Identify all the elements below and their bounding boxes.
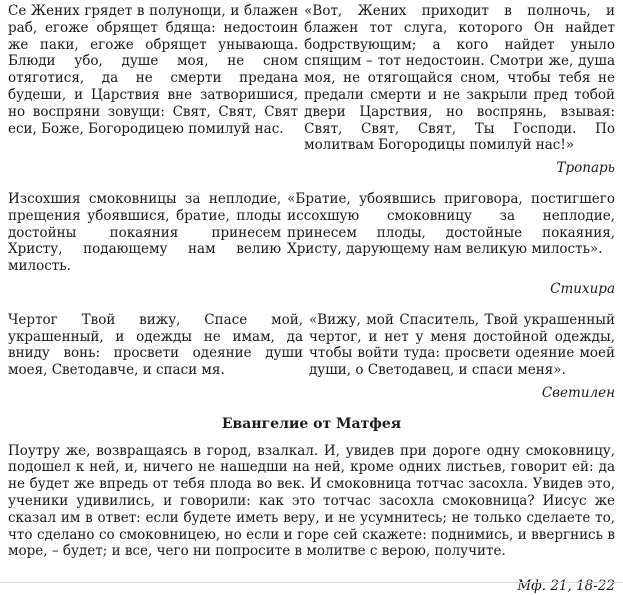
hymn-label-troparion: Тропарь [556, 160, 615, 177]
hymn-block-troparion [8, 3, 615, 154]
gospel-citation: Мф. 21, 18-22 [517, 578, 615, 595]
hymn-block-exapostilarion [8, 312, 615, 379]
hymn-slavonic-text: Изсохшия смоковницы за неплодие, прещения убоявшися, братие, плоды достойны покаяния принесем Христу, подающему нам велию милость. [8, 190, 282, 275]
hymn-label-sticheron: Стихира [550, 280, 615, 297]
hymn-label-exapostilarion: Светилен [541, 384, 615, 401]
hymn-translation-text: «Братие, убоявшись приговора, постигшего иссохшую смоковницу за неплодие, принесем плоды, достойные покаяния, Христу, дарующему нам великую милость». [287, 190, 615, 258]
hymn-slavonic-text: Чертог Твой вижу, Спасе мой, украшенный, и одежды не имам, да вниду вонь: просвети одеяние души моея, Светодавче, и спаси мя. [8, 311, 303, 379]
gospel-text: Поутру же, возвращаясь в город, взалкал. И, увидев при дороге одну смоковницу, подошел к ней, и, ничего не нашедши на ней, кроме одних листьев, говорит ей: да не будет же впредь от тебя плода во век. И смоковница тотчас засохла. Увидев это, ученики удивились, и говорили: как это тотчас засохла смоковница? Иисус же сказал им в ответ: если будете иметь веру, и не усумнитесь; не только сделаете то, что сделано со смоковницею, но если и горе сей скажете: поднимись, и ввергнись в море, – будет; и все, чего ни попросите в молитве с верою, получите. [8, 442, 615, 560]
hymn-block-sticheron [8, 191, 615, 275]
bottom-divider [0, 582, 623, 583]
hymn-translation-text: «Вижу, мой Спаситель, Твой украшенный чертог, и нет у меня достойной одежды, чтобы войти туда: просвети одеяние моей души, о Светодавец, и спаси меня». [309, 311, 615, 379]
hymn-translation-text: «Вот, Жених приходит в полночь, и блажен тот слуга, которого Он найдет бодрствующим; а кого найдет уныло спящим – тот недостоин. Смотри же, душа моя, не отягощайся сном, чтобы тебя не предали смерти и не закрыли пред тобой двери Царствия, но воспрянь, взывая: Свят, Свят, Свят, Ты Господи. По молитвам Богородицы помилуй нас!» [304, 3, 615, 154]
gospel-heading: Евангелие от Матфея [221, 415, 402, 432]
hymn-slavonic-text: Се Жених грядет в полунощи, и блажен раб, егоже обрящет бдяща: недостоин же паки, егоже обрящет унывающа. Блюди убо, душе моя, не сном отяготися, да не смерти предана будеши, и Царствия вне затворишися, но воспряни зовущи: Свят, Свят, Свят еси, Боже, Богородицею помилуй нас. [8, 3, 299, 137]
